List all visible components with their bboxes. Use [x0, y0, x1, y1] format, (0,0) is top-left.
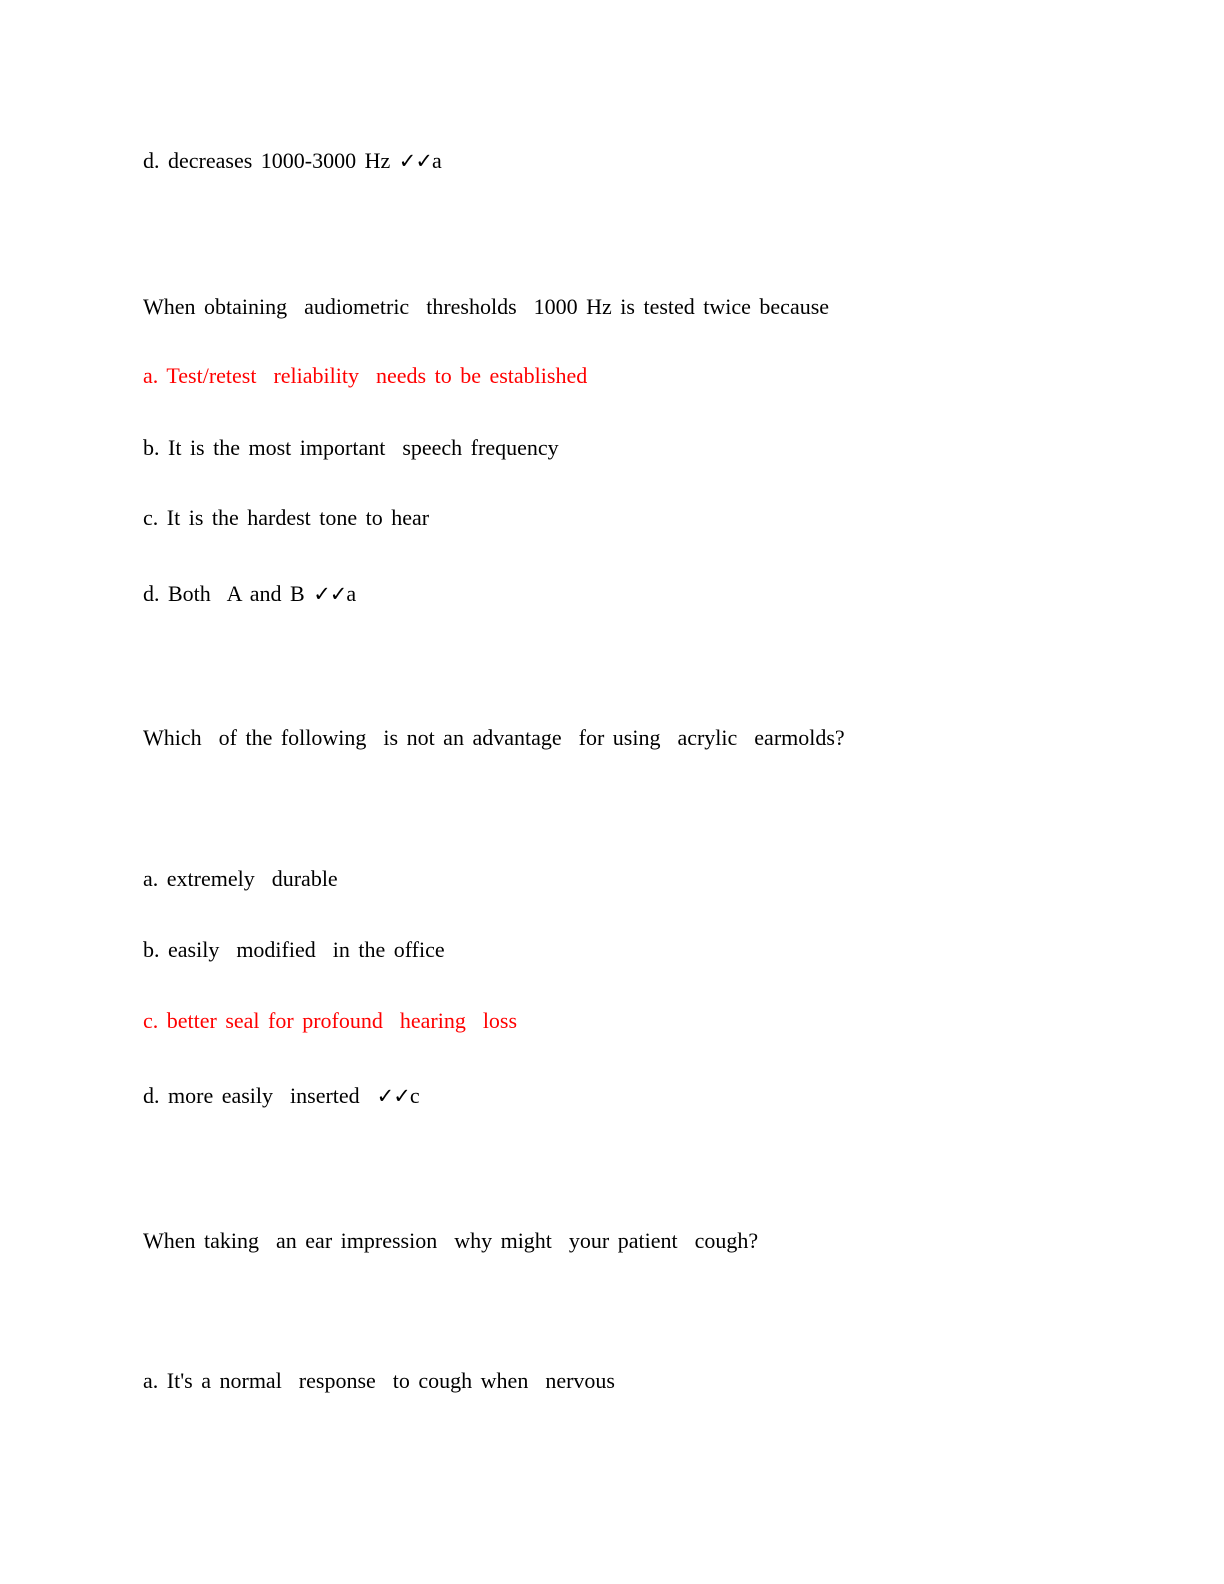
q1-answer-key: a [346, 581, 357, 606]
q0-option-d [143, 147, 442, 175]
q2-option-d-text: d. more easily inserted [143, 1083, 377, 1108]
q1-question: When obtaining audiometric thresholds 1000 Hz is tested twice because [143, 294, 830, 319]
checkmark-icon: ✓✓ [398, 149, 432, 173]
q2-option-a: a. extremely durable [143, 866, 338, 891]
q2-answer-key: c [409, 1083, 420, 1108]
q2-option-c-correct: c. better seal for profound hearing loss [143, 1008, 518, 1033]
q2-option-b: b. easily modified in the office [143, 937, 445, 962]
q1-option-a-correct: a. Test/retest reliability needs to be established [143, 363, 588, 388]
q0-answer-key: a [431, 148, 442, 173]
q0-option-d-text: d. decreases 1000-3000 Hz [143, 148, 399, 173]
q1-option-b: b. It is the most important speech frequency [143, 435, 559, 460]
q3-option-a: a. It's a normal response to cough when nervous [143, 1368, 615, 1393]
q1-option-c: c. It is the hardest tone to hear [143, 505, 430, 530]
q3-question: When taking an ear impression why might your patient cough? [143, 1228, 759, 1253]
q2-question: Which of the following is not an advantage for using acrylic earmolds? [143, 725, 845, 750]
q1-option-d [143, 580, 356, 608]
checkmark-icon: ✓✓ [313, 582, 347, 606]
checkmark-icon: ✓✓ [376, 1084, 410, 1108]
q2-option-d [143, 1082, 420, 1110]
q1-option-d-text: d. Both A and B [143, 581, 314, 606]
